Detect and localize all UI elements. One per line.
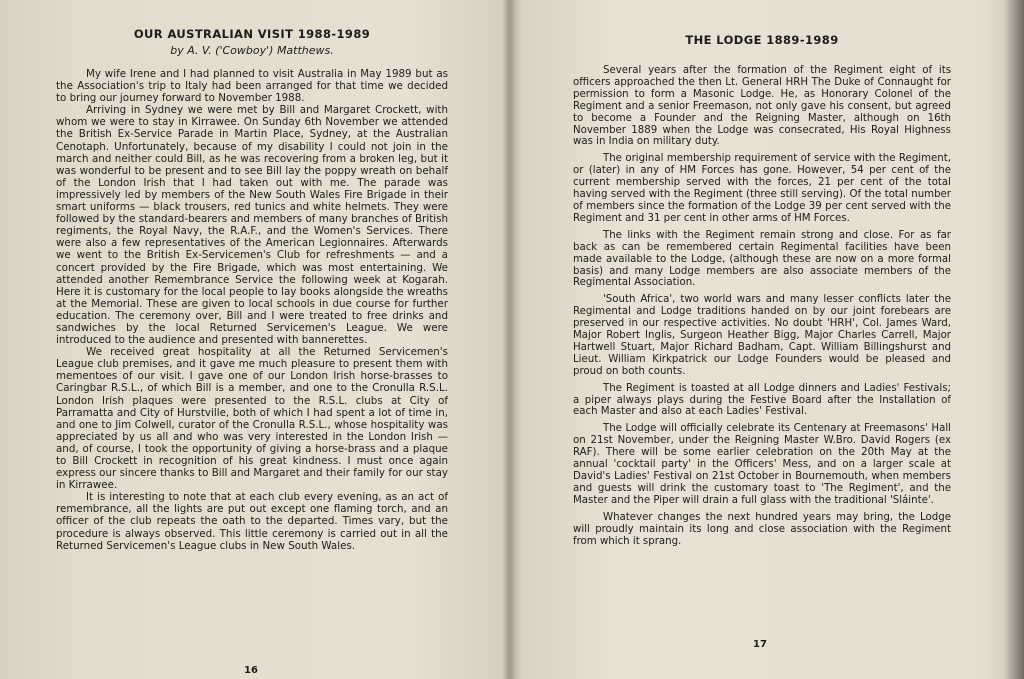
paragraph: 'South Africa', two world wars and many lesser conflicts later the Regimental and Lodge traditions handed on by our joint forebears are preserved in our respective activities. No doubt 'HRH', Col. James Ward, Major Robert Inglis, Surgeon Heather Bigg, Major Charles Carrell, Major Hartwell Stuart, Major Richard Badham, Capt. William Billingshurst and Lieut. William Kirkpatrick our Lodge Founders would be pleased and proud on both counts. — [573, 294, 951, 377]
paragraph: The Regiment is toasted at all Lodge dinners and Ladies' Festivals; a piper always plays during the Festive Board after the Installation of each Master and also at each Ladies' Festival. — [573, 382, 951, 418]
paragraph: It is interesting to note that at each club every evening, as an act of remembrance, all the lights are put out except one flaming torch, and an officer of the club repeats the oath to the departed. Times vary, but the procedure is always observed. This little ceremony is carried out in all the Returned Servicemen's League clubs in New South Wales. — [56, 491, 448, 552]
paragraph: The links with the Regiment remain strong and close. For as far back as can be remembered certain Regimental facilities have been made available to the Lodge, (although these are now on a more formal basis) and many Lodge members are also associate members of the Regimental Association. — [573, 229, 951, 289]
left-page-body — [56, 68, 448, 552]
page-edge-shadow — [1004, 0, 1024, 679]
paragraph: Whatever changes the next hundred years may bring, the Lodge will proudly maintain its long and close association with the Regiment from which it sprang. — [573, 511, 951, 547]
right-page — [510, 0, 1024, 679]
page-number: 16 — [244, 665, 258, 676]
article-title: OUR AUSTRALIAN VISIT 1988-1989 — [133, 27, 371, 41]
right-page-body — [573, 65, 951, 552]
paragraph: The Lodge will officially celebrate its Centenary at Freemasons' Hall on 21st November, under the Reigning Master W.Bro. David Rogers (ex RAF). There will be some earlier celebration on the 20th May at the annual 'cocktail party' in the Officers' Mess, and on a larger scale at David's Ladies' Festival on 21st October in Bournemouth, when members and guests will drink the customary toast to 'The Regiment', and the Master and the Piper will drain a full glass with the traditional 'Sláinte'. — [573, 423, 951, 506]
left-page-header — [56, 27, 448, 57]
paragraph: Arriving in Sydney we were met by Bill and Margaret Crockett, with whom we were to stay in Kirrawee. On Sunday 6th November we attended the British Ex-Service Parade in Martin Place, Sydney, at the Australian Cenotaph. Unfortunately, because of my disability I could not join in the march and neither could Bill, as he was recovering from a broken leg, but it was wonderful to be present and to see Bill lay the poppy wreath on behalf of the London Irish that I had taken out with me. The parade was impressively led by members of the New South Wales Fire Brigade in their smart uniforms — black trousers, red tunics and white helmets. They were followed by the standard-bearers and members of many branches of British regiments, the Royal Navy, the R.A.F., and the Women's Services. There were also a few representatives of the American Legionnaires. Afterwards we went to the British Ex-Servicemen's Club for refreshments — and a concert provided by the Fire Brigade, which was most entertaining. We attended another Remembrance Service the following week at Kogarah. Here it is customary for the local people to lay books alongside the wreaths at the Memorial. These are given to local schools in due course for further education. The ceremony over, Bill and I were treated to free drinks and sandwiches by the local Returned Servicemen's League. We were introduced to the audience and presented with bannerettes. — [56, 104, 448, 347]
article-title: THE LODGE 1889-1989 — [685, 33, 839, 47]
article-byline: by A. V. ('Cowboy') Matthews. — [170, 44, 334, 57]
page-number: 17 — [753, 639, 767, 650]
paragraph: My wife Irene and I had planned to visit Australia in May 1989 but as the Association's trip to Italy had been arranged for that time we decided to bring our journey forward to November 1988. — [56, 68, 448, 105]
paragraph: Several years after the formation of the Regiment eight of its officers approached the then Lt. General HRH The Duke of Connaught for permission to form a Masonic Lodge. He, as Honorary Colonel of the Regiment and a senior Freemason, not only gave his consent, but agreed to become a Founder and the Reigning Master, although on 16th November 1889 when the Lodge was consecrated, His Royal Highness was in India on military duty. — [573, 65, 951, 148]
paragraph: We received great hospitality at all the Returned Servicemen's League club premises, and it gave me much pleasure to present them with mementoes of our visit. I gave one of our London Irish horse-brasses to Caringbar R.S.L., of which Bill is a member, and one to the Cronulla R.S.L. London Irish plaques were presented to the R.S.L. clubs at City of Parramatta and City of Hurstville, both of which I had spent a lot of time in, and one to Jim Colwell, curator of the Cronulla R.S.L., whose hospitality was appreciated by us all and who was very interested in the London Irish — and, of course, I took the opportunity of giving a horse-brass and a plaque to Bill Crockett in recognition of his great kindness. I must once again express our sincere thanks to Bill and Margaret and their family for our stay in Kirrawee. — [56, 346, 448, 492]
right-page-header — [573, 33, 951, 47]
paragraph: The original membership requirement of service with the Regiment, or (later) in any of HM Forces has gone. However, 54 per cent of the current membership served with the forces, 21 per cent of the total having served with the Regiment (three still serving). Of the total number of members since the formation of the Lodge 39 per cent served with the Regiment and 31 per cent in other arms of HM Forces. — [573, 153, 951, 224]
left-page — [0, 0, 508, 679]
